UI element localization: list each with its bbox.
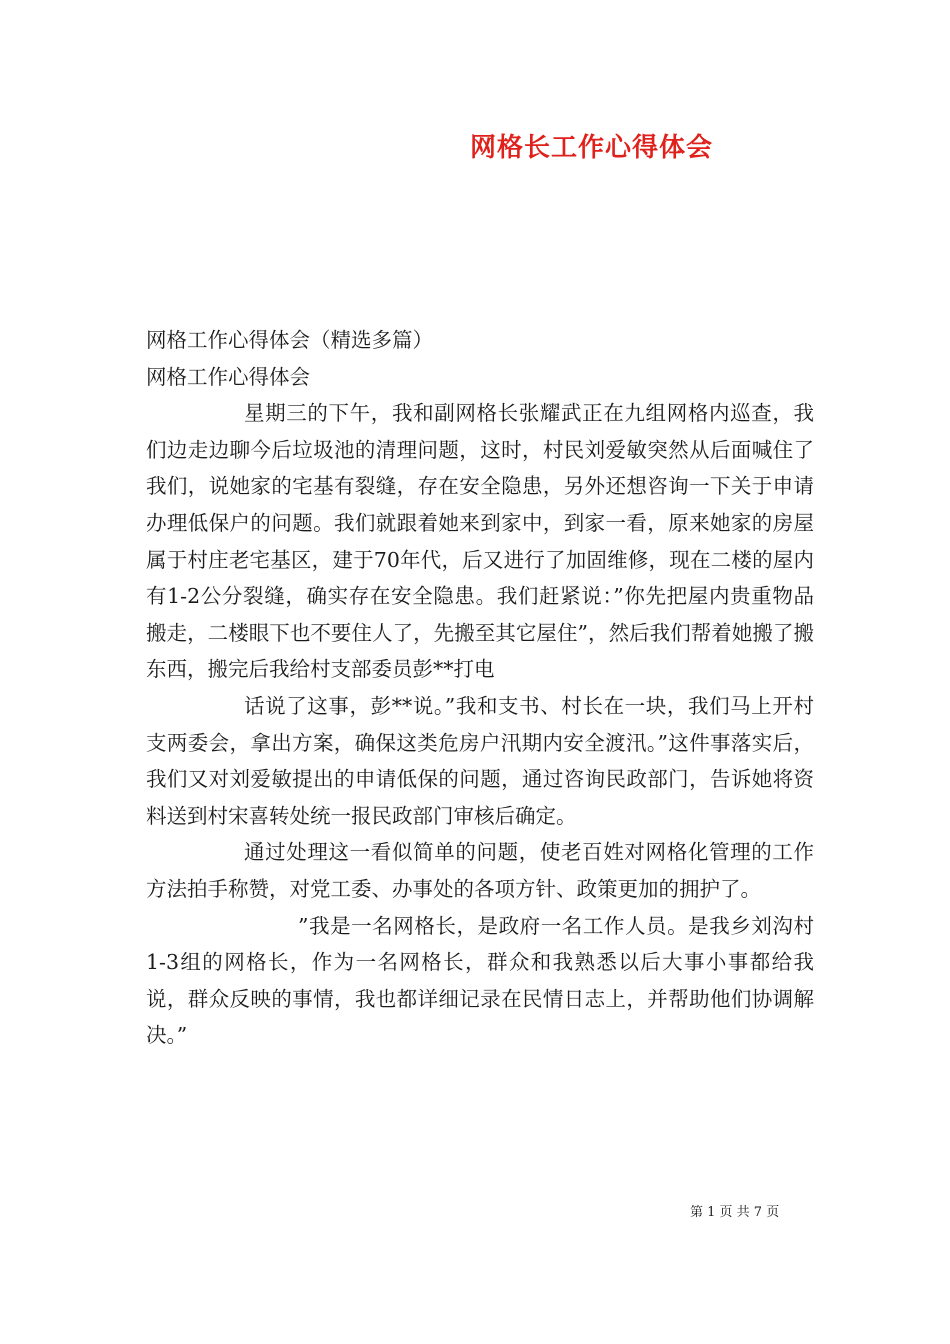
page-number-footer: 第 1 页 共 7 页: [690, 1205, 780, 1220]
document-body: [146, 322, 814, 1054]
paragraph-1: 星期三的下午，我和副网格长张耀武正在九组网格内巡查，我们边走边聊今后垃圾池的清理问题，这时，村民刘爱敏突然从后面喊住了我们，说她家的宅基有裂缝，存在安全隐患，另外还想咨询一下关于申请办理低保户的问题。我们就跟着她来到家中，到家一看，原来她家的房屋属于村庄老宅基区，建于70年代，后又进行了加固维修，现在二楼的屋内有1-2公分裂缝，确实存在安全隐患。我们赶紧说：”你先把屋内贵重物品搬走，二楼眼下也不要住人了，先搬至其它屋住”，然后我们帮着她搬了搬东西，搬完后我给村支部委员彭**打电: [146, 401, 814, 682]
document-title: 网格长工作心得体会: [470, 133, 714, 163]
paragraph-3: 通过处理这一看似简单的问题，使老百姓对网格化管理的工作方法拍手称赞，对党工委、办事处的各项方针、政策更加的拥护了。: [146, 840, 814, 901]
paragraph-2: 话说了这事，彭**说。”我和支书、村长在一块，我们马上开村支两委会，拿出方案，确保这类危房户汛期内安全渡汛。”这件事落实后，我们又对刘爱敏提出的申请低保的问题，通过咨询民政部门，告诉她将资料送到村宋喜转处统一报民政部门审核后确定。: [146, 693, 814, 828]
heading-line-1: 网格工作心得体会（精选多篇）: [146, 328, 433, 352]
paragraph-4: ”我是一名网格长，是政府一名工作人员。是我乡刘沟村1-3组的网格长，作为一名网格长，群众和我熟悉以后大事小事都给我说，群众反映的事情，我也都详细记录在民情日志上，并帮助他们协调解决。”: [146, 913, 814, 1048]
heading-line-2: 网格工作心得体会: [146, 364, 310, 389]
